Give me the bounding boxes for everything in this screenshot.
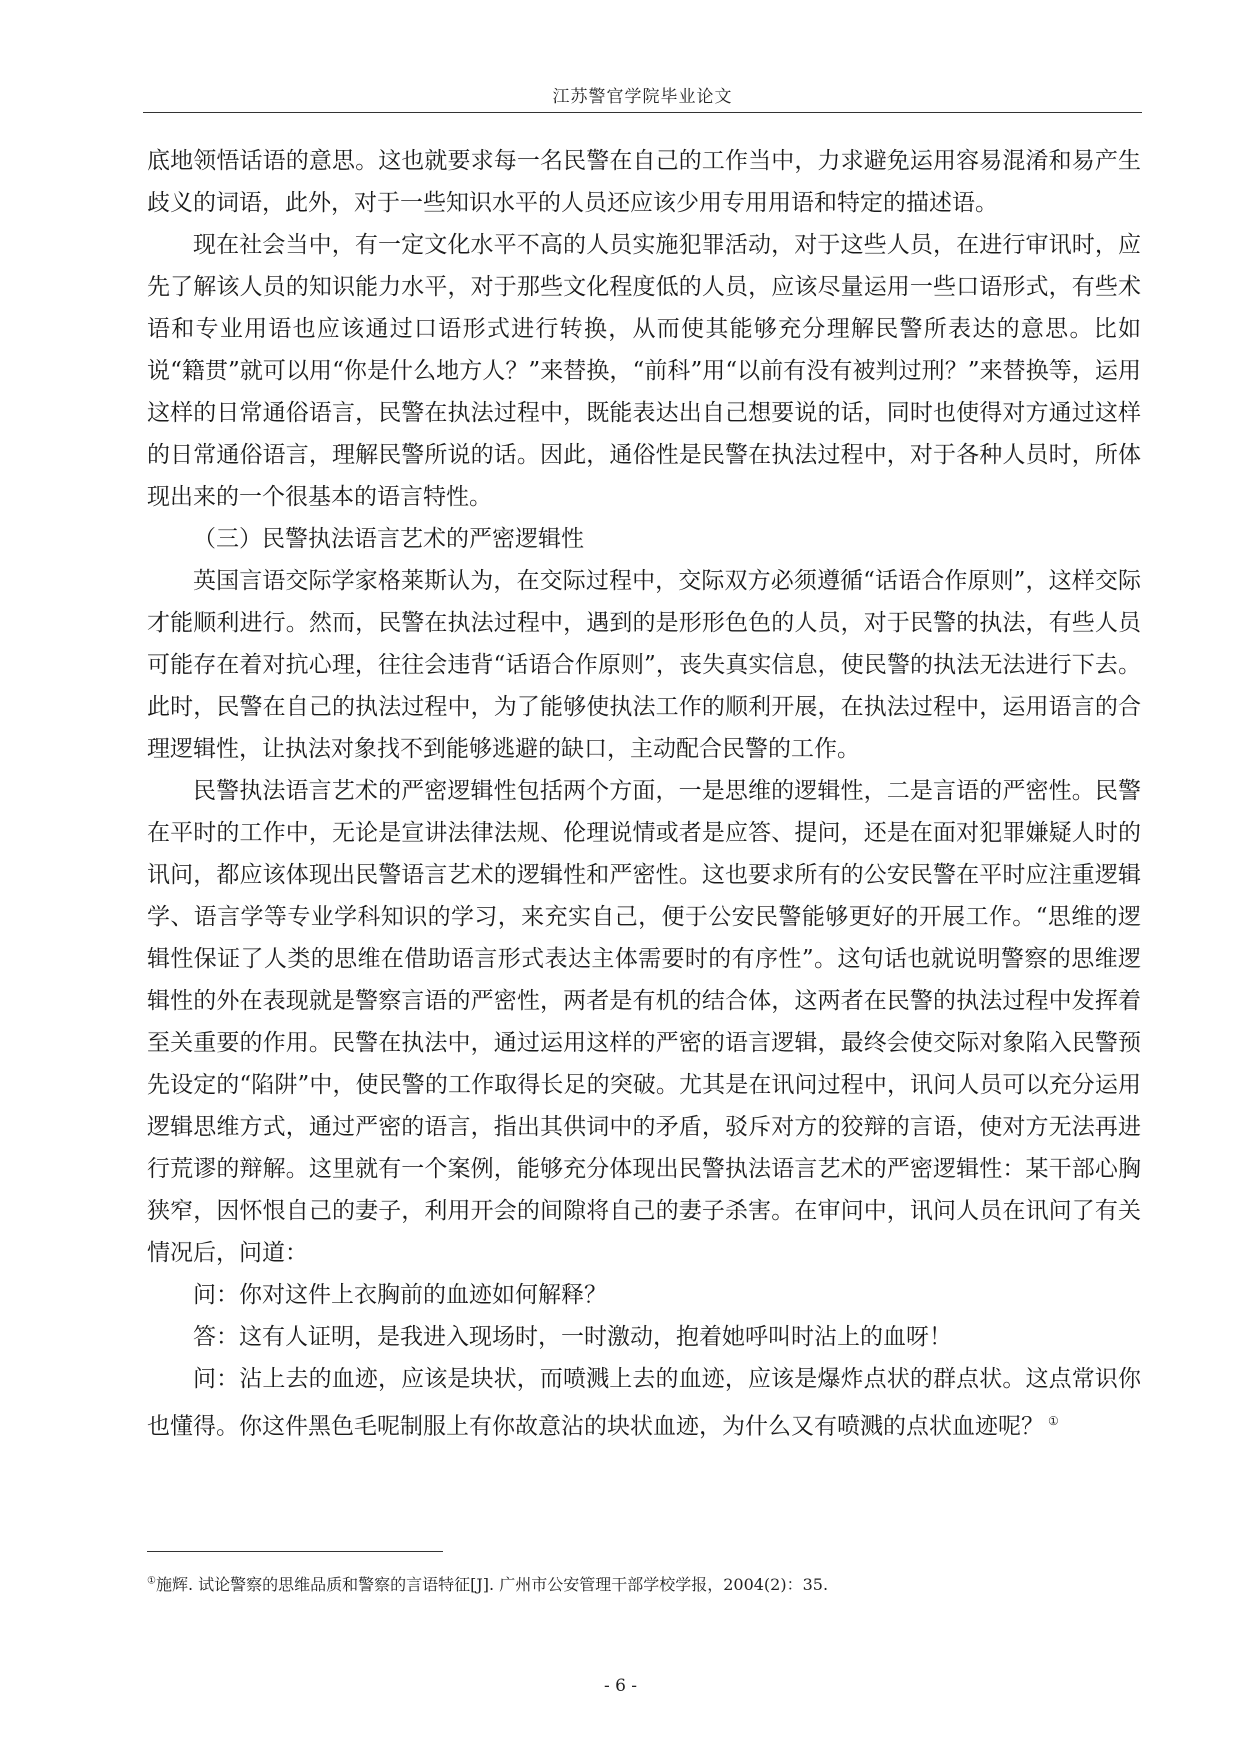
dialogue-question-2: [147, 1358, 1141, 1448]
footnote-mark: ①: [147, 1575, 156, 1587]
footnote-rule: [147, 1551, 443, 1552]
dialogue-question-1: 问：你对这件上衣胸前的血迹如何解释？: [193, 1282, 607, 1308]
footnote-reference: ①: [1048, 1414, 1059, 1428]
section-heading: （三）民警执法语言艺术的严密逻辑性: [193, 526, 584, 552]
paragraph-3: 英国言语交际学家格莱斯认为，在交际过程中，交际双方必须遵循“话语合作原则”，这样交际才能顺利进行。然而，民警在执法过程中，遇到的是形形色色的人员，对于民警的执法，有些人员可能存在着对抗心理，往往会违背“话语合作原则”，丧失真实信息，使民警的执法无法进行下去。此时，民警在自己的执法过程中，为了能够使执法工作的顺利开展，在执法过程中，运用语言的合理逻辑性，让执法对象找不到能够逃避的缺口，主动配合民警的工作。: [147, 568, 1141, 762]
page-number: - 6 -: [603, 1676, 638, 1696]
footnote-text: 施辉. 试论警察的思维品质和警察的言语特征[J]. 广州市公安管理干部学校学报，2004(2)：35.: [155, 1575, 829, 1594]
body-text: [147, 140, 1141, 1448]
paragraph-2: 现在社会当中，有一定文化水平不高的人员实施犯罪活动，对于这些人员，在进行审讯时，应先了解该人员的知识能力水平，对于那些文化程度低的人员，应该尽量运用一些口语形式，有些术语和专业用语也应该通过口语形式进行转换，从而使其能够充分理解民警所表达的意思。比如说“籍贯”就可以用“你是什么地方人？”来替换，“前科”用“以前有没有被判过刑？”来替换等，运用这样的日常通俗语言，民警在执法过程中，既能表达出自己想要说的话，同时也使得对方通过这样的日常通俗语言，理解民警所说的话。因此，通俗性是民警在执法过程中，对于各种人员时，所体现出来的一个很基本的语言特性。: [147, 232, 1141, 510]
paragraph-4: 民警执法语言艺术的严密逻辑性包括两个方面，一是思维的逻辑性，二是言语的严密性。民警在平时的工作中，无论是宣讲法律法规、伦理说情或者是应答、提问，还是在面对犯罪嫌疑人时的讯问，都应该体现出民警语言艺术的逻辑性和严密性。这也要求所有的公安民警在平时应注重逻辑学、语言学等专业学科知识的学习，来充实自己，便于公安民警能够更好的开展工作。“思维的逻辑性保证了人类的思维在借助语言形式表达主体需要时的有序性”。这句话也就说明警察的思维逻辑性的外在表现就是警察言语的严密性，两者是有机的结合体，这两者在民警的执法过程中发挥着至关重要的作用。民警在执法中，通过运用这样的严密的语言逻辑，最终会使交际对象陷入民警预先设定的“陷阱”中，使民警的工作取得长足的突破。尤其是在讯问过程中，讯问人员可以充分运用逻辑思维方式，通过严密的语言，指出其供词中的矛盾，驳斥对方的狡辩的言语，使对方无法再进行荒谬的辩解。这里就有一个案例，能够充分体现出民警执法语言艺术的严密逻辑性：某干部心胸狭窄，因怀恨自己的妻子，利用开会的间隙将自己的妻子杀害。在审问中，讯问人员在讯问了有关情况后，问道：: [147, 778, 1141, 1266]
dialogue-answer-1: 答：这有人证明，是我进入现场时，一时激动，抱着她呼叫时沾上的血呀！: [193, 1324, 952, 1350]
running-header: 江苏警官学院毕业论文: [552, 87, 733, 107]
header-rule: [143, 112, 1142, 113]
footnote: [147, 1572, 1141, 1595]
dialogue-question-2-text: 问：沾上去的血迹，应该是块状，而喷溅上去的血迹，应该是爆炸点状的群点状。这点常识你也懂得。你这件黑色毛呢制服上有你故意沾的块状血迹，为什么又有喷溅的点状血迹呢？: [147, 1366, 1141, 1440]
paragraph-1: 底地领悟话语的意思。这也就要求每一名民警在自己的工作当中，力求避免运用容易混淆和易产生歧义的词语，此外，对于一些知识水平的人员还应该少用专用用语和特定的描述语。: [147, 148, 1141, 216]
